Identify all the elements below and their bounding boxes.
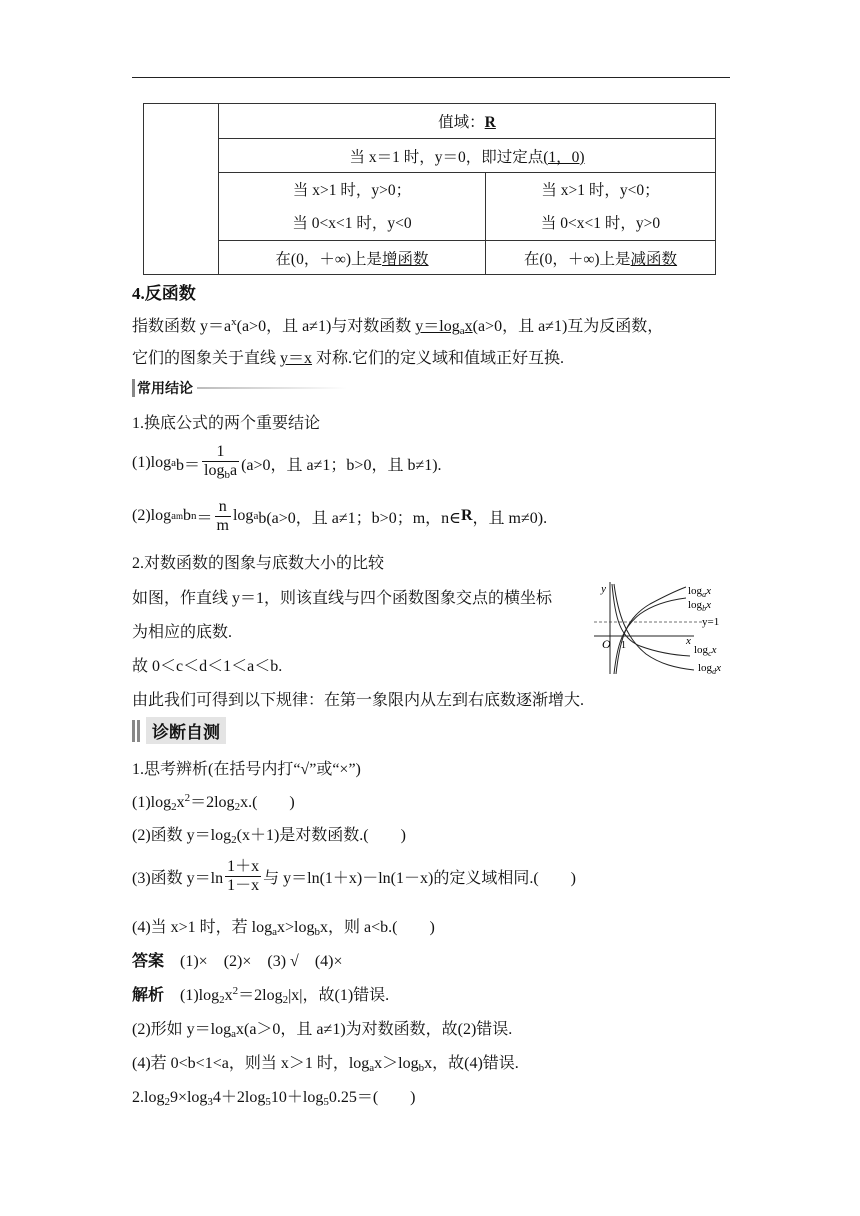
diagnosis-header-label: 诊断自测 bbox=[146, 717, 226, 744]
right-sign-cell bbox=[486, 173, 716, 241]
curve-b-label: $\log_bx$ bbox=[688, 599, 711, 613]
common-para-line4: 由此我们可得到以下规律：在第一象限内从左到右底数逐渐增大. bbox=[132, 692, 585, 709]
x-axis-label: x bbox=[686, 635, 691, 647]
analysis-label: 解析 bbox=[132, 987, 165, 1004]
question1-item4: (4)当 x>1 时，若 $\log_ax>\log_bx$，则 a<b.( ) bbox=[132, 919, 435, 938]
common-para-line1: 如图，作直线 y＝1，则该直线与四个函数图象交点的横坐标 bbox=[132, 590, 553, 607]
curve-d-label: $\log_dx$ bbox=[698, 662, 721, 676]
answer-line bbox=[132, 948, 343, 971]
right-sign-line1: 当 x>1 时，y<0； bbox=[541, 181, 660, 199]
section4-line1: 指数函数 $y=a^x(a>0$，且 a≠1)与对数函数 $y=\log_ax(a>0$，且 a≠1)互为反函数， bbox=[132, 316, 664, 337]
common-conclusions-header bbox=[132, 378, 347, 398]
header-bar-icon-2 bbox=[137, 720, 140, 742]
analysis-line3: (4)若 0<b<1<a，则当 x＞1 时，$\log_ax>\log_bx$，故(4)错误. bbox=[132, 1055, 519, 1074]
common-header-label: 常用结论 bbox=[137, 381, 193, 397]
fixed-point-value: (1，0) bbox=[543, 148, 585, 166]
right-mono-prefix: 在(0，＋∞)上是 bbox=[523, 250, 631, 268]
answer-label: 答案 bbox=[132, 953, 165, 970]
diagnosis-header bbox=[132, 717, 226, 744]
log-properties-table bbox=[143, 103, 716, 275]
left-mono-prefix: 在(0，＋∞)上是 bbox=[275, 250, 383, 268]
formula-2: (2)log a m b n ＝ $\frac{n}{m}$ log a b(a>0，且 a≠1；b>0；m，n∈ R ，且 m≠0). bbox=[132, 497, 548, 534]
right-sign-line2: 当 0<x<1 时，y>0 bbox=[540, 214, 661, 232]
common-para-line2: 为相应的底数. bbox=[132, 624, 233, 641]
range-value: R bbox=[484, 114, 496, 131]
question1-title: 1.思考辨析(在括号内打“√”或“×”) bbox=[132, 761, 361, 778]
fixed-point-text: 当 x＝1 时，y＝0，即过定点 bbox=[349, 148, 544, 166]
range-cell bbox=[219, 104, 716, 139]
common-para-line3: 故 0＜c＜d＜1＜a＜b. bbox=[132, 658, 283, 675]
question2: $2.\log_29\times\log_34+2\log_510+\log_50.25=$( ) bbox=[132, 1089, 416, 1108]
y-equals-1-label: y=1 bbox=[702, 616, 720, 628]
range-label: 值域： bbox=[438, 114, 485, 131]
formula2-fraction: $\frac{n}{m}$ bbox=[216, 497, 229, 534]
header-fade-rule bbox=[197, 387, 347, 389]
common-item2: 2.对数函数的图象与底数大小的比较 bbox=[132, 555, 385, 572]
left-sign-line2: 当 0<x<1 时，y<0 bbox=[292, 214, 412, 232]
left-sign-cell bbox=[219, 173, 486, 241]
question1-item1: $(1)\log_2x^2=2\log_2x$.( ) bbox=[132, 792, 295, 813]
header-bar-icon bbox=[132, 379, 135, 397]
answer-text: (1)× (2)× (3) √ (4)× bbox=[164, 953, 343, 970]
right-mono-value: 减函数 bbox=[630, 250, 678, 268]
origin-label: O bbox=[602, 637, 611, 651]
section4-title: 4.反函数 bbox=[132, 284, 196, 303]
formula1-fraction: $\frac{1}{\log_ba}$ bbox=[204, 442, 238, 481]
formula-1: (1)log a b＝ $\frac{1}{\log_ba}$ (a>0，且 a≠1；b>0，且 b≠1). bbox=[132, 441, 442, 485]
question1-item2: (2)函数 $y=\log_2(x+1)$是对数函数.( ) bbox=[132, 827, 406, 846]
analysis-line2: (2)形如 $y=\log_ax(a>0$，且 a≠1)为对数函数，故(2)错误. bbox=[132, 1021, 513, 1040]
common-item1: 1.换底公式的两个重要结论 bbox=[132, 415, 321, 432]
tick-one-label: 1 bbox=[621, 640, 626, 651]
symmetry-line-blank: y＝x bbox=[280, 350, 313, 367]
curve-log-d bbox=[614, 584, 694, 670]
left-monotonic-cell bbox=[219, 241, 486, 275]
y-axis-label: y bbox=[601, 583, 606, 595]
question1-item3: (3)函数 y＝ln $\frac{1+x}{1-x}$ 与 y＝ln(1＋x)－ln(1－x)的定义域相同.( ) bbox=[132, 857, 576, 894]
inverse-function-blank: $y=\log_ax$ bbox=[415, 318, 473, 337]
left-mono-value: 增函数 bbox=[382, 250, 429, 268]
table-label-cell bbox=[144, 104, 219, 275]
left-sign-line1: 当 x>1 时，y>0； bbox=[292, 181, 412, 199]
section4-line2: 它们的图象关于直线 y＝x 对称.它们的定义域和值域正好互换. bbox=[132, 350, 565, 367]
analysis-line1: 解析 $(1)\log_2x^2=2\log_2|x|$，故(1)错误. bbox=[132, 985, 390, 1006]
curve-c-label: $\log_cx$ bbox=[694, 644, 717, 658]
header-bar-icon bbox=[132, 720, 135, 742]
curve-a-label: $\log_ax$ bbox=[688, 585, 711, 599]
fixed-point-cell bbox=[219, 139, 716, 173]
right-monotonic-cell bbox=[486, 241, 716, 275]
ln-fraction: $\frac{1+x}{1-x}$ bbox=[227, 857, 260, 894]
log-graph bbox=[590, 578, 740, 678]
header-rule bbox=[132, 77, 730, 78]
